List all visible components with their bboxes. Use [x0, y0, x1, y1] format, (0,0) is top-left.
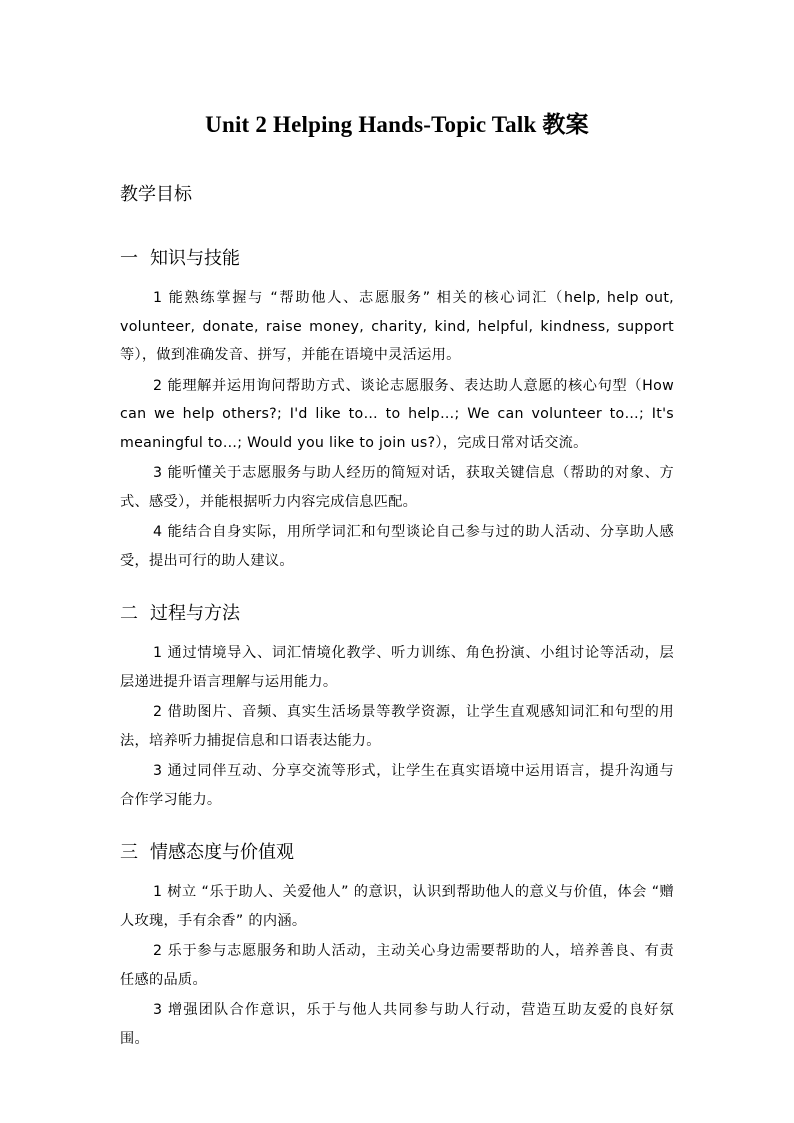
section-attitudes-values [120, 838, 674, 1053]
section-heading [120, 244, 674, 274]
paragraph: 2 借助图片、音频、真实生活场景等教学资源，让学生直观感知词汇和句型的用法，培养听力捕捉信息和口语表达能力。 [120, 704, 674, 749]
paragraph: 1 树立 “乐于助人、关爱他人” 的意识，认识到帮助他人的意义与价值，体会 “赠人玫瑰，手有余香” 的内涵。 [120, 884, 674, 929]
section-number: 三 [120, 842, 138, 863]
paragraph: 1 通过情境导入、词汇情境化教学、听力训练、角色扮演、小组讨论等活动，层层递进提升语言理解与运用能力。 [120, 645, 674, 690]
section-knowledge-skills [120, 244, 674, 575]
section-number: 一 [120, 248, 138, 269]
paragraph: 4 能结合自身实际，用所学词汇和句型谈论自己参与过的助人活动、分享助人感受，提出可行的助人建议。 [120, 524, 674, 569]
section-heading [120, 838, 674, 868]
paragraph: 2 能理解并运用询问帮助方式、谈论志愿服务、表达助人意愿的核心句型（How can we help others?; I'd like to… to help…; We can volunteer to…; It's meaningful to…; Would you like to join us?），完成日常对话交流。 [120, 377, 674, 451]
section-heading [120, 599, 674, 629]
section-process-methods [120, 599, 674, 814]
section-number: 二 [120, 603, 138, 624]
paragraph: 3 增强团队合作意识，乐于与他人共同参与助人行动，营造互助友爱的良好氛围。 [120, 1002, 674, 1047]
paragraph: 2 乐于参与志愿服务和助人活动，主动关心身边需要帮助的人，培养善良、有责任感的品质。 [120, 943, 674, 988]
section-title: 过程与方法 [150, 603, 240, 624]
paragraph: 3 通过同伴互动、分享交流等形式，让学生在真实语境中运用语言，提升沟通与合作学习能力。 [120, 763, 674, 808]
main-heading: 教学目标 [120, 184, 192, 205]
section-title: 情感态度与价值观 [150, 842, 294, 863]
document-title: Unit 2 Helping Hands-Topic Talk 教案 [205, 112, 589, 137]
section-title: 知识与技能 [150, 248, 240, 269]
paragraph: 1 能熟练掌握与 “帮助他人、志愿服务” 相关的核心词汇（help, help out, volunteer, donate, raise money, charity, kind, helpful, kindness, support 等），做到准确发音、拼写，并能在语境中灵活运用。 [120, 290, 674, 363]
paragraph: 3 能听懂关于志愿服务与助人经历的简短对话，获取关键信息（帮助的对象、方式、感受），并能根据听力内容完成信息匹配。 [120, 465, 674, 510]
